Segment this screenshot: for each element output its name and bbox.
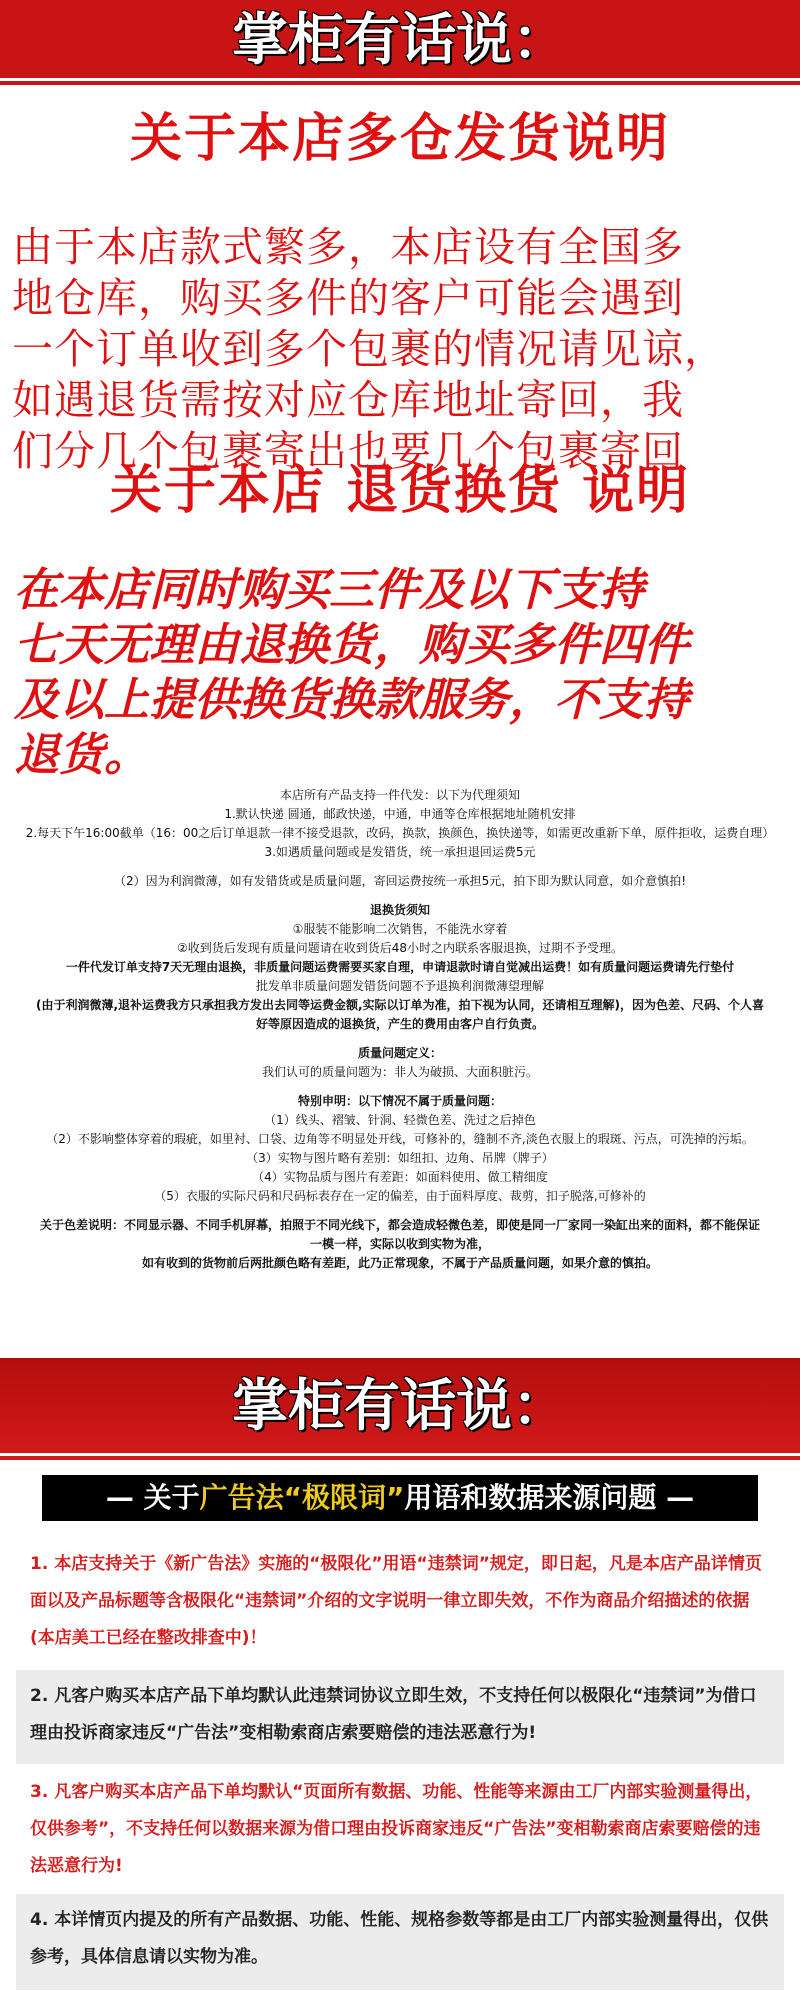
title-highlight: 广告法“极限词” bbox=[199, 1481, 405, 1514]
text-line: 地仓库，购买多件的客户可能会遇到 bbox=[12, 274, 684, 322]
text-line: 们分几个包裹寄出也要几个包裹寄回 bbox=[12, 427, 684, 475]
text-line: 退货。 bbox=[14, 728, 150, 781]
return-policy-text bbox=[14, 562, 790, 782]
text-line: 如遇退货需按对应仓库地址寄回，我 bbox=[12, 376, 684, 424]
title-suffix: 用语和数据来源问题 — bbox=[404, 1481, 695, 1514]
special-note: （3）实物与图片略有差别：如纽扣、边角、吊牌（牌子） bbox=[246, 1151, 554, 1165]
text-line: 一个订单收到多个包裹的情况请见谅， bbox=[12, 325, 726, 373]
special-note: （2）不影响整体穿着的瑕疵，如里衬、口袋、边角等不明显处开线，可修补的，缝制不齐,淡色衣服上的瑕斑、污点，可洗掉的污垢。 bbox=[46, 1132, 754, 1146]
agent-note: （2）因为利润微薄，如有发错货或是质量问题，寄回运费按统一承担5元，拍下即为默认同意，如介意慎拍! bbox=[113, 874, 687, 888]
special-note: （1）线头、褶皱、针洞、轻微色差、洗过之后掉色 bbox=[264, 1113, 536, 1127]
text-line: 七天无理由退换货，购买多件四件 bbox=[14, 618, 690, 671]
ad-law-notice-1: 1. 本店支持关于《新广告法》实施的“极限化”用语“违禁词”规定，即日起，凡是本店产品详情页面以及产品标题等含极限化“违禁词”介绍的文字说明一律立即失效，不作为商品介绍描述的依据(本店美工已经在整改排查中)！ bbox=[16, 1538, 784, 1668]
quality-title: 质量问题定义： bbox=[357, 1046, 442, 1060]
multi-warehouse-text bbox=[12, 222, 792, 477]
color-note: 如有收到的货物前后两批颜色略有差距，此乃正常现象，不属于产品质量问题，如果介意的慎拍。 bbox=[141, 1256, 658, 1270]
agent-note: 1.默认快递 圆通，邮政快递，中通，申通等仓库根据地址随机安排 bbox=[224, 807, 576, 821]
color-note: 一模一样，实际以收到实物为准， bbox=[309, 1237, 490, 1251]
text-line: 在本店同时购买三件及以下支持 bbox=[14, 563, 645, 616]
returns-note: 一件代发订单支持7天无理由退换，非质量问题运费需要买家自理，申请退款时请自觉减出运费！如有质量问题运费请先行垫付 bbox=[65, 960, 735, 974]
returns-note: ②收到货后发现有质量问题请在收到货后48小时之内联系客服退换，过期不予受理。 bbox=[176, 941, 624, 955]
ad-law-title-bar bbox=[42, 1475, 758, 1521]
special-note: （4）实物品质与图片有差距：如面料使用、做工精细度 bbox=[252, 1170, 548, 1184]
returns-title: 退换货须知 bbox=[369, 903, 430, 917]
special-note: （5）衣服的实际尺码和尺码标表存在一定的偏差，由于面料厚度、裁剪，扣子脱落,可修补的 bbox=[154, 1189, 646, 1203]
fine-print-section bbox=[0, 786, 800, 1273]
shopkeeper-banner-bottom bbox=[0, 1358, 800, 1460]
color-note: 关于色差说明：不同显示器、不同手机屏幕，拍照于不同光线下，都会造成轻微色差，即使是同一厂家同一染缸出来的面料，都不能保证 bbox=[39, 1218, 760, 1232]
quality-note: 我们认可的质量问题为：非人为破损、大面积脏污。 bbox=[261, 1065, 538, 1079]
agent-title: 本店所有产品支持一件代发：以下为代理须知 bbox=[279, 788, 520, 802]
agent-note: 3.如遇质量问题或是发错货，统一承担退回运费5元 bbox=[264, 845, 536, 859]
shopkeeper-banner-top bbox=[0, 0, 800, 85]
ad-law-notice-2: 2. 凡客户购买本店产品下单均默认此违禁词协议立即生效，不支持任何以极限化“违禁词”为借口理由投诉商家违反“广告法”变相勒索商店索要赔偿的违法恶意行为! bbox=[16, 1670, 784, 1764]
title-prefix: — 关于 bbox=[105, 1481, 200, 1514]
banner-title: 掌柜有话说： bbox=[232, 1374, 568, 1439]
returns-note: 批发单非质量问题发错货问题不予退换利润微薄望理解 bbox=[255, 979, 544, 993]
return-policy-heading: 关于本店 退货换货 说明 bbox=[109, 460, 691, 521]
returns-note: ①服装不能影响二次销售，不能洗水穿着 bbox=[292, 922, 508, 936]
text-line: 由于本店款式繁多，本店设有全国多 bbox=[12, 223, 684, 271]
returns-note: (由于利润微薄,退补运费我方只承担我方发出去同等运费金额,实际以订单为准，拍下视为认同，还请相互理解)，因为色差、尺码、个人喜 bbox=[35, 998, 765, 1012]
text-line: 及以上提供换货换款服务，不支持 bbox=[14, 673, 690, 726]
banner-stripe bbox=[0, 1453, 800, 1456]
ad-law-notice-3: 3. 凡客户购买本店产品下单均默认“页面所有数据、功能、性能等来源由工厂内部实验测量得出，仅供参考”，不支持任何以数据来源为借口理由投诉商家违反“广告法”变相勒索商店索要赔偿的违法恶意行为! bbox=[16, 1766, 784, 1890]
special-title: 特别申明：以下情况不属于质量问题： bbox=[297, 1094, 502, 1108]
banner-title: 掌柜有话说： bbox=[232, 8, 568, 73]
banner-stripe bbox=[0, 78, 800, 81]
ad-law-notice-4: 4. 本详情页内提及的所有产品数据、功能、性能、规格参数等都是由工厂内部实验测量得出，仅供参考，具体信息请以实物为准。 bbox=[16, 1894, 784, 1990]
returns-note: 好等原因造成的退换货，产生的费用由客户自行负责。 bbox=[255, 1017, 544, 1031]
agent-note: 2.每天下午16:00截单（16：00之后订单退款一律不接受退款，改码，换款，换颜色，换快递等，如需更改重新下单，原件拒收，运费自理） bbox=[25, 826, 775, 840]
multi-warehouse-heading: 关于本店多仓发货说明 bbox=[129, 108, 670, 169]
